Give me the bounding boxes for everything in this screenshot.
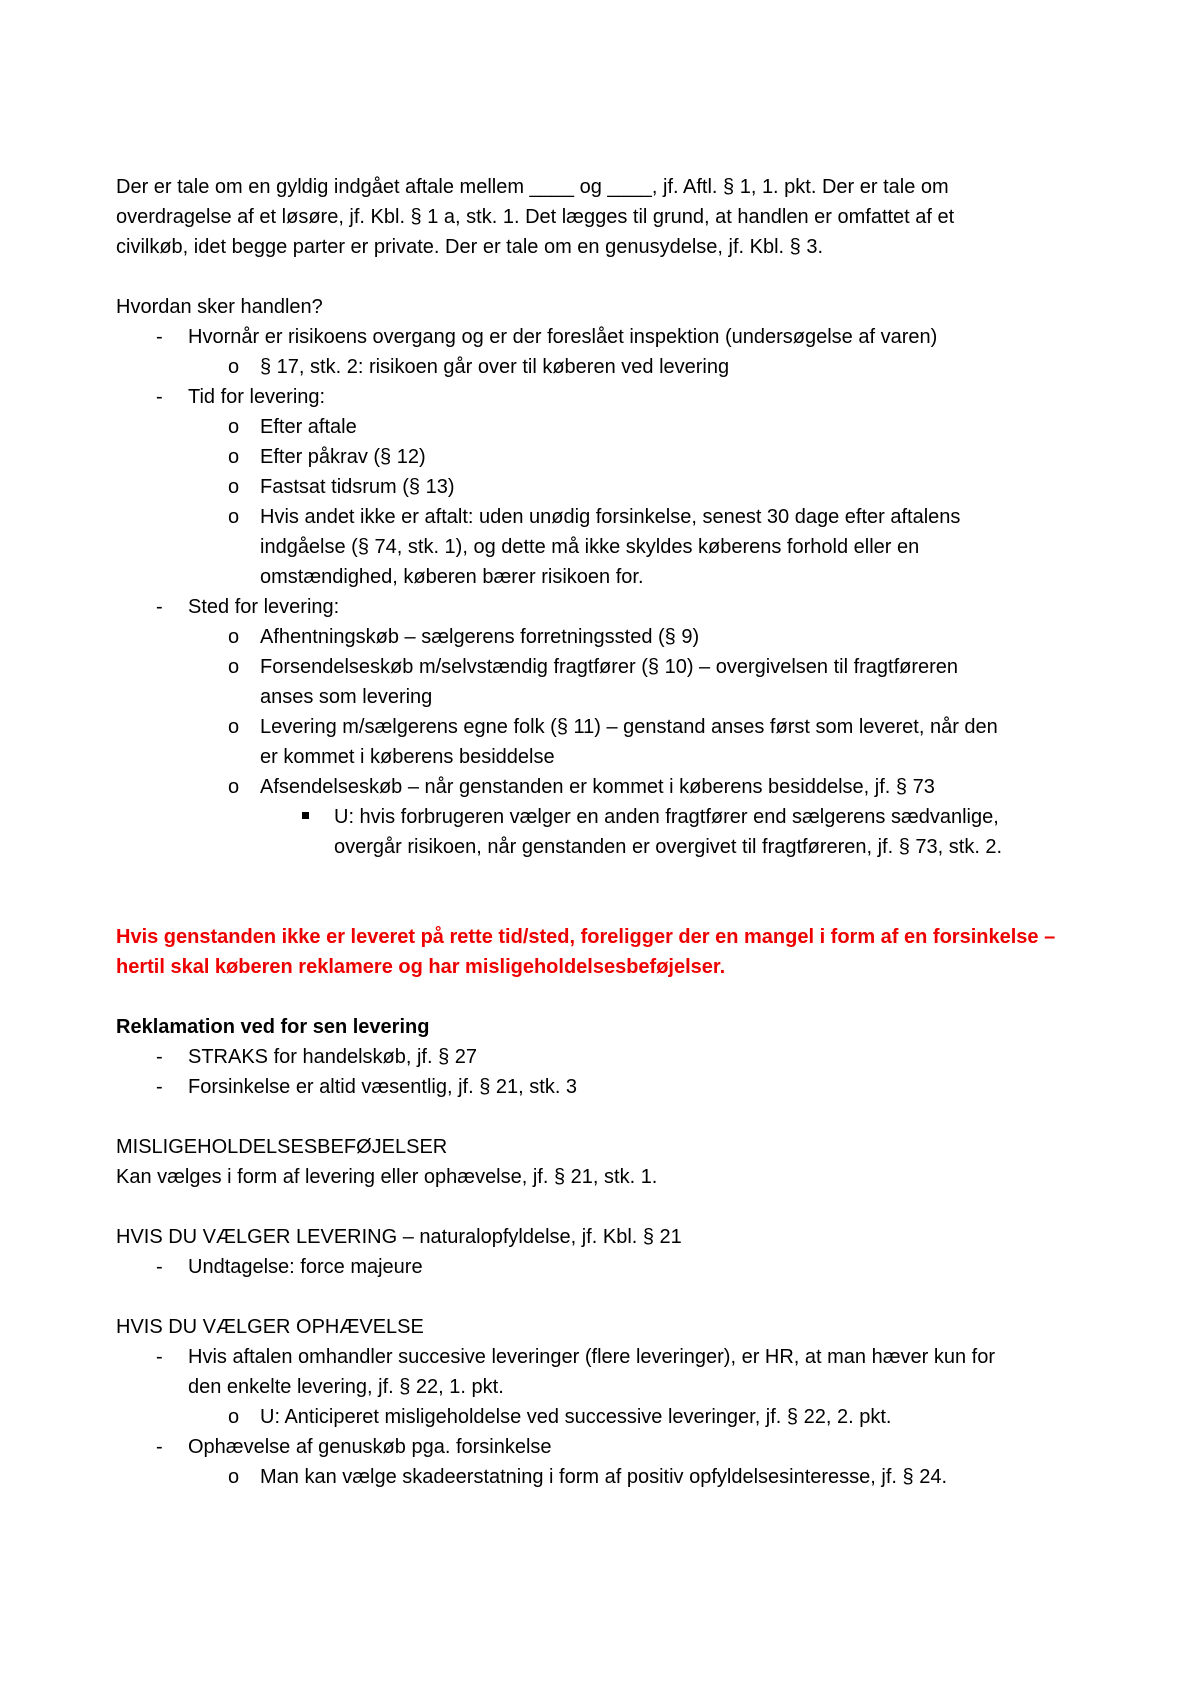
list-item-ophaevelse-1-line-2: den enkelte levering, jf. § 22, 1. pkt. [188,1376,504,1398]
list-item-sted: Sted for levering: [188,596,340,618]
section-heading-handel: Hvordan sker handlen? [116,296,323,318]
list-item-ophaevelse-1-line-1: Hvis aftalen omhandler succesive leveringer (flere leveringer), er HR, at man hæver kun for [188,1346,996,1368]
dash-bullet: - [156,1076,163,1098]
red-note-line-2: hertil skal køberen reklamere og har misligeholdelsesbeføjelser. [116,956,726,978]
circle-bullet: o [228,716,240,738]
list-subitem-risiko-1: § 17, stk. 2: risikoen går over til køberen ved levering [260,356,730,378]
list-subitem-sted-1: Afhentningskøb – sælgerens forretningssted (§ 9) [260,626,700,648]
list-item-reklamation-2: Forsinkelse er altid væsentlig, jf. § 21, stk. 3 [188,1076,578,1098]
list-item-tid: Tid for levering: [188,386,326,408]
list-subitem-tid-3: Fastsat tidsrum (§ 13) [260,476,455,498]
list-item-levering-1: Undtagelse: force majeure [188,1256,423,1278]
circle-bullet: o [228,1406,240,1428]
list-subitem-tid-4-line-3: omstændighed, køberen bærer risikoen for. [260,566,644,588]
dash-bullet: - [156,326,163,348]
dash-bullet: - [156,1436,163,1458]
list-subitem-sted-3-line-1: Levering m/sælgerens egne folk (§ 11) – genstand anses først som leveret, når den [260,716,998,738]
circle-bullet: o [228,446,240,468]
list-subsubitem-u-line-1: U: hvis forbrugeren vælger en anden fragtfører end sælgerens sædvanlige, [334,806,999,828]
list-subitem-sted-4: Afsendelseskøb – når genstanden er kommet i køberens besiddelse, jf. § 73 [260,776,935,798]
list-subitem-tid-4-line-1: Hvis andet ikke er aftalt: uden unødig forsinkelse, senest 30 dage efter aftalens [260,506,961,528]
circle-bullet: o [228,416,240,438]
list-subitem-sted-2-line-2: anses som levering [260,686,433,708]
intro-line-2: overdragelse af et løsøre, jf. Kbl. § 1 a, stk. 1. Det lægges til grund, at handlen er omfattet af et [116,206,955,228]
circle-bullet: o [228,626,240,648]
red-note-line-1: Hvis genstanden ikke er leveret på rette tid/sted, foreligger der en mangel i form af en forsinkelse – [116,926,1056,948]
mislig-text: Kan vælges i form af levering eller ophævelse, jf. § 21, stk. 1. [116,1166,658,1188]
section-heading-levering: HVIS DU VÆLGER LEVERING – naturalopfyldelse, jf. Kbl. § 21 [116,1226,682,1248]
circle-bullet: o [228,776,240,798]
intro-line-3: civilkøb, idet begge parter er private. Der er tale om en genusydelse, jf. Kbl. § 3. [116,236,824,258]
list-subitem-sted-2-line-1: Forsendelseskøb m/selvstændig fragtfører (§ 10) – overgivelsen til fragtføreren [260,656,959,678]
list-subitem-tid-1: Efter aftale [260,416,357,438]
list-subitem-sted-3-line-2: er kommet i køberens besiddelse [260,746,555,768]
circle-bullet: o [228,476,240,498]
list-subitem-tid-4-line-2: indgåelse (§ 74, stk. 1), og dette må ikke skyldes køberens forhold eller en [260,536,920,558]
list-subitem-tid-2: Efter påkrav (§ 12) [260,446,426,468]
square-bullet-icon [302,812,309,819]
section-heading-reklamation: Reklamation ved for sen levering [116,1016,430,1038]
list-subsubitem-u-line-2: overgår risikoen, når genstanden er overgivet til fragtføreren, jf. § 73, stk. 2. [334,836,1003,858]
list-item-risiko: Hvornår er risikoens overgang og er der foreslået inspektion (undersøgelse af varen) [188,326,938,348]
list-subitem-ophaevelse-2: Man kan vælge skadeerstatning i form af positiv opfyldelsesinteresse, jf. § 24. [260,1466,948,1488]
intro-line-1: Der er tale om en gyldig indgået aftale mellem ____ og ____, jf. Aftl. § 1, 1. pkt. Der er tale om [116,176,949,198]
list-item-reklamation-1: STRAKS for handelskøb, jf. § 27 [188,1046,478,1068]
circle-bullet: o [228,356,240,378]
circle-bullet: o [228,656,240,678]
dash-bullet: - [156,386,163,408]
section-heading-ophaevelse: HVIS DU VÆLGER OPHÆVELSE [116,1316,424,1338]
circle-bullet: o [228,1466,240,1488]
dash-bullet: - [156,1256,163,1278]
dash-bullet: - [156,596,163,618]
list-subitem-ophaevelse-1: U: Anticiperet misligeholdelse ved successive leveringer, jf. § 22, 2. pkt. [260,1406,892,1428]
circle-bullet: o [228,506,240,528]
dash-bullet: - [156,1346,163,1368]
section-heading-mislig: MISLIGEHOLDELSESBEFØJELSER [116,1136,448,1158]
list-item-ophaevelse-2: Ophævelse af genuskøb pga. forsinkelse [188,1436,552,1458]
dash-bullet: - [156,1046,163,1068]
